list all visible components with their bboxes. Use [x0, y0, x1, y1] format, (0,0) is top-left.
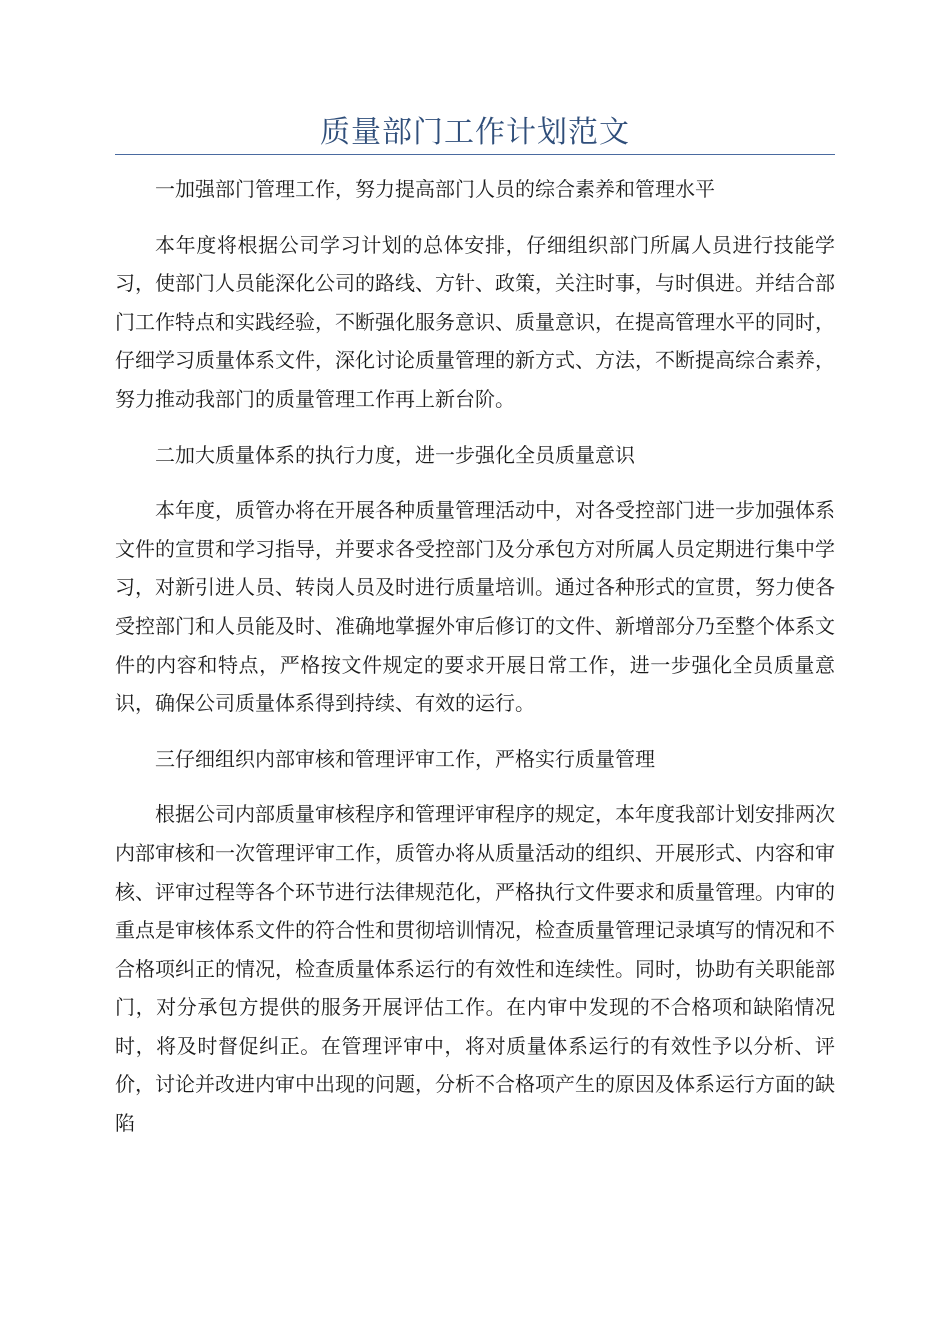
- title-underline: [115, 154, 835, 155]
- section-heading-1: 一加强部门管理工作，努力提高部门人员的综合素养和管理水平: [155, 177, 715, 201]
- section-paragraph-1: 本年度将根据公司学习计划的总体安排，仔细组织部门所属人员进行技能学习，使部门人员能深化公司的路线、方针、政策，关注时事，与时俱进。并结合部门工作特点和实践经验，不断强化服务意识、质量意识，在提高管理水平的同时，仔细学习质量体系文件，深化讨论质量管理的新方式、方法，不断提高综合素养，努力推动我部门的质量管理工作再上新台阶。: [115, 232, 835, 411]
- document-body: [115, 170, 835, 1160]
- section-paragraph-3: 根据公司内部质量审核程序和管理评审程序的规定，本年度我部计划安排两次内部审核和一次管理评审工作，质管办将从质量活动的组织、开展形式、内容和审核、评审过程等各个环节进行法律规范化，严格执行文件要求和质量管理。内审的重点是审核体系文件的符合性和贯彻培训情况，检查质量管理记录填写的情况和不合格项纠正的情况，检查质量体系运行的有效性和连续性。同时，协助有关职能部门，对分承包方提供的服务开展评估工作。在内审中发现的不合格项和缺陷情况时，将及时督促纠正。在管理评审中，将对质量体系运行的有效性予以分析、评价，讨论并改进内审中出现的问题，分析不合格项产生的原因及体系运行方面的缺陷: [115, 802, 835, 1136]
- section-heading-2: 二加大质量体系的执行力度，进一步强化全员质量意识: [155, 442, 635, 467]
- document-title: 质量部门工作计划范文: [320, 115, 630, 150]
- section-paragraph-2: 本年度，质管办将在开展各种质量管理活动中，对各受控部门进一步加强体系文件的宣贯和学习指导，并要求各受控部门及分承包方对所属人员定期进行集中学习，对新引进人员、转岗人员及时进行质量培训。通过各种形式的宣贯，努力使各受控部门和人员能及时、准确地掌握外审后修订的文件、新增部分乃至整个体系文件的内容和特点，严格按文件规定的要求开展日常工作，进一步强化全员质量意识，确保公司质量体系得到持续、有效的运行。: [115, 498, 835, 716]
- section-heading-3: 三仔细组织内部审核和管理评审工作，严格实行质量管理: [155, 746, 655, 771]
